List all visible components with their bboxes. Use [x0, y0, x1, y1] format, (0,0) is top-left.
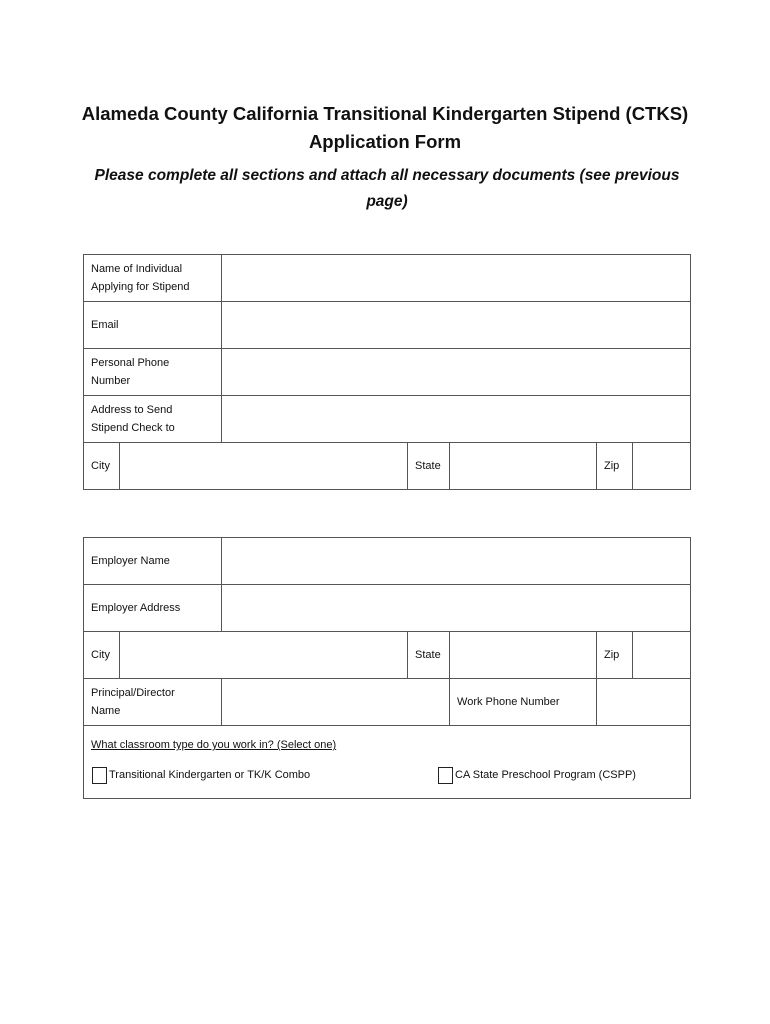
principal-name-field[interactable]: [222, 679, 450, 726]
city-label: City: [84, 443, 120, 490]
email-field[interactable]: [222, 302, 691, 349]
classroom-type-question: What classroom type do you work in? (Select one): [91, 739, 337, 751]
stipend-address-field[interactable]: [222, 396, 691, 443]
applicant-name-label: Name of Individual Applying for Stipend: [84, 255, 222, 302]
personal-phone-field[interactable]: [222, 349, 691, 396]
form-instructions: [80, 163, 694, 215]
option-transitional-kindergarten[interactable]: [92, 766, 310, 784]
city-field[interactable]: [120, 443, 408, 490]
employer-name-row: [84, 538, 691, 585]
applicant-name-row: [84, 255, 691, 302]
applicant-name-field[interactable]: [222, 255, 691, 302]
employer-city-label: City: [84, 632, 120, 679]
state-label: State: [408, 443, 450, 490]
employer-state-field[interactable]: [450, 632, 597, 679]
zip-label: Zip: [597, 443, 633, 490]
state-field[interactable]: [450, 443, 597, 490]
principal-name-label: Principal/Director Name: [84, 679, 222, 726]
personal-phone-label: Personal Phone Number: [84, 349, 222, 396]
employer-name-label: Employer Name: [84, 538, 222, 585]
form-title: [60, 100, 710, 156]
applicant-email-row: [84, 302, 691, 349]
form-title-line-2: Application Form: [308, 131, 462, 152]
option-cspp[interactable]: [438, 766, 636, 784]
form-instructions-line-2: page): [366, 193, 408, 210]
employer-info-table: [83, 537, 691, 799]
employer-city-state-zip-row: [84, 632, 691, 679]
form-instructions-line-1: Please complete all sections and attach all necessary documents (see previous: [94, 167, 680, 184]
employer-city-field[interactable]: [120, 632, 408, 679]
form-title-line-1: Alameda County California Transitional Kindergarten Stipend (CTKS): [81, 103, 689, 124]
employer-zip-label: Zip: [597, 632, 633, 679]
principal-phone-row: [84, 679, 691, 726]
email-label: Email: [84, 302, 222, 349]
cspp-checkbox[interactable]: [438, 767, 453, 784]
tk-checkbox[interactable]: [92, 767, 107, 784]
classroom-type-cell: [84, 726, 691, 799]
cspp-option-label: CA State Preschool Program (CSPP): [455, 769, 636, 781]
classroom-type-row: [84, 726, 691, 799]
applicant-address-row: [84, 396, 691, 443]
employer-name-field[interactable]: [222, 538, 691, 585]
work-phone-field[interactable]: [597, 679, 691, 726]
employer-address-row: [84, 585, 691, 632]
employer-address-field[interactable]: [222, 585, 691, 632]
classroom-type-options: [91, 766, 690, 788]
zip-field[interactable]: [633, 443, 691, 490]
applicant-phone-row: [84, 349, 691, 396]
employer-address-label: Employer Address: [84, 585, 222, 632]
tk-option-label: Transitional Kindergarten or TK/K Combo: [109, 769, 311, 781]
work-phone-label: Work Phone Number: [450, 679, 597, 726]
stipend-address-label: Address to Send Stipend Check to: [84, 396, 222, 443]
applicant-info-table: [83, 254, 691, 490]
applicant-city-state-zip-row: [84, 443, 691, 490]
employer-zip-field[interactable]: [633, 632, 691, 679]
employer-state-label: State: [408, 632, 450, 679]
